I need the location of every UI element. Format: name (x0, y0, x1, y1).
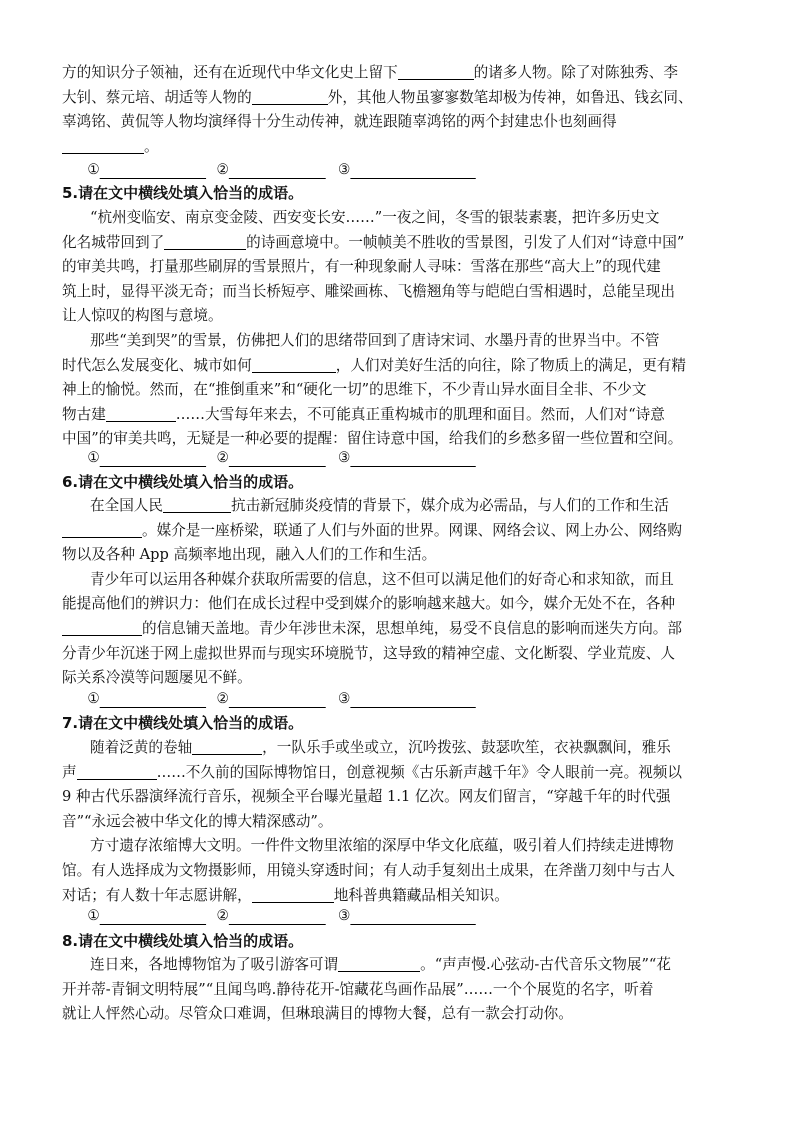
answer-number: ② (216, 449, 229, 466)
fill-in-blank[interactable] (77, 763, 157, 780)
paragraph-line (62, 761, 682, 785)
answer-number: ② (216, 690, 229, 707)
text-run: 筑上时，显得平淡无奇；而当长桥短亭、雕梁画栋、飞檐翘角等与皑皑白雪相遇时，总能呈现出 (62, 282, 675, 300)
paragraph-line (62, 231, 684, 255)
text-run: 物以及各种 App 高频率地出现，融入人们的工作和生活。 (62, 546, 437, 564)
text-run: 馆。有人选择成为文物摄影师，用镜头穿透时间；有人动手复刻出土成果，在斧凿刀刻中与古人 (62, 862, 675, 879)
fill-in-blank[interactable] (252, 356, 336, 373)
answer-row (0, 687, 753, 711)
answer-slot-3 (338, 687, 476, 711)
fill-in-blank[interactable] (106, 405, 176, 422)
text-run: ，一队乐手或坐或立，沉吟拨弦、鼓瑟吹笙，衣袂飘飘间，雅乐 (262, 739, 671, 756)
paragraph-line (62, 110, 617, 134)
question-heading: 5.请在文中横线处填入恰当的成语。 (62, 184, 304, 202)
paragraph-line (62, 1002, 573, 1026)
text-run: ……不久前的国际博物馆日，创意视频《古乐新声越千年》令人眼前一亮。视频以 (156, 763, 682, 781)
text-run: 对话；有人数十年志愿讲解， (62, 886, 252, 904)
text-run: 声 (62, 763, 77, 781)
answer-number: ① (87, 907, 100, 924)
paragraph-line (62, 403, 665, 427)
answer-slot-2 (217, 904, 326, 928)
text-run: 。 (144, 137, 159, 155)
text-run: 抗击新冠肺炎疫情的背景下，媒介成为必需品，与人们的工作和生活 (230, 497, 669, 514)
question-heading: 6.请在文中横线处填入恰当的成语。 (62, 473, 304, 491)
text-run: 中国”的审美共鸣，无疑是一种必要的提醒：留住诗意中国，给我们的乡愁多留一些位置和空间。 (62, 430, 683, 448)
question-heading: 8.请在文中横线处填入恰当的成语。 (62, 932, 304, 950)
answer-number: ② (216, 161, 229, 178)
answer-blank[interactable] (229, 162, 326, 179)
paragraph-line (90, 568, 674, 592)
answer-slot-1 (87, 687, 206, 711)
answer-blank[interactable] (100, 162, 206, 179)
fill-in-blank[interactable] (398, 63, 474, 80)
answer-row (0, 904, 753, 928)
answer-blank[interactable] (229, 450, 326, 467)
text-run: 那些“美到哭”的雪景，仿佛把人们的思绪带回到了唐诗宋词、水墨丹青的世界当中。不管 (90, 332, 660, 349)
paragraph-line (62, 785, 670, 809)
paragraph-line (90, 206, 660, 230)
answer-number: ③ (338, 907, 351, 924)
answer-number: ① (87, 449, 100, 466)
fill-in-blank[interactable] (163, 496, 231, 513)
paragraph-line (62, 86, 693, 110)
answer-number: ① (87, 690, 100, 707)
answer-blank[interactable] (100, 908, 206, 925)
paragraph-line (90, 834, 674, 858)
answer-slot-3 (338, 158, 476, 182)
answer-slot-1 (87, 904, 206, 928)
answer-number: ③ (338, 690, 351, 707)
text-run: 青少年可以运用各种媒介获取所需要的信息，这不但可以满足他们的好奇心和求知欲，而且 (90, 570, 674, 588)
answer-blank[interactable] (229, 691, 326, 708)
paragraph-line (62, 354, 686, 378)
answer-slot-2 (217, 158, 326, 182)
paragraph-line (62, 978, 653, 1002)
text-run: 能提高他们的辨识力：他们在成长过程中受到媒介的影响越来越大。如今，媒介无处不在，各种 (62, 595, 675, 613)
answer-slot-3 (338, 904, 476, 928)
text-run: 。媒介是一座桥梁，联通了人们与外面的世界。网课、网络会议、网上办公、网络购 (142, 521, 682, 539)
text-run: 方的知识分子领袖，还有在近现代中华文化史上留下 (62, 64, 398, 81)
fill-in-blank[interactable] (338, 955, 420, 972)
text-run: 音”“永远会被中华文化的博大精深感动”。 (62, 812, 333, 830)
answer-number: ① (87, 161, 100, 178)
text-run: 地科普典籍藏品相关知识。 (333, 886, 509, 904)
text-run: 际关系冷漠等问题屡见不鲜。 (62, 669, 252, 687)
fill-in-blank[interactable] (62, 137, 144, 154)
text-run: 的诗画意境中。一帧帧美不胜收的雪景图，引发了人们对“诗意中国” (246, 233, 685, 251)
text-run: 9 种古代乐器演绎流行音乐，视频全平台曝光量超 1.1 亿次。网友们留言，“穿越千年的时代强 (62, 788, 671, 806)
paragraph-line (62, 304, 223, 328)
text-run: 连日来，各地博物馆为了吸引游客可谓 (90, 956, 339, 973)
paragraph-line (62, 859, 675, 883)
text-run: 分青少年沉迷于网上虚拟世界而与现实环境脱节，这导致的精神空虚、文化断裂、学业荒废、人 (62, 644, 675, 662)
answer-row (0, 446, 753, 470)
paragraph-line (62, 617, 682, 641)
answer-blank[interactable] (350, 450, 475, 467)
answer-blank[interactable] (350, 691, 475, 708)
answer-slot-3 (338, 446, 476, 470)
answer-blank[interactable] (100, 691, 206, 708)
paragraph-line (62, 378, 646, 402)
paragraph-line (62, 61, 678, 85)
fill-in-blank[interactable] (62, 619, 142, 636)
answer-slot-1 (87, 446, 206, 470)
paragraph-line (90, 736, 671, 760)
fill-in-blank[interactable] (164, 233, 246, 250)
text-run: ，人们对美好生活的向往，除了物质上的满足，更有精 (335, 356, 686, 374)
answer-row (0, 158, 753, 182)
fill-in-blank[interactable] (252, 886, 334, 903)
fill-in-blank[interactable] (252, 88, 328, 105)
paragraph-line (62, 135, 159, 159)
text-run: ……大雪每年来去，不可能真正重构城市的肌理和面目。然而，人们对“诗意 (175, 405, 665, 423)
paragraph-line (62, 255, 661, 279)
text-run: 方寸遗存浓缩博大文明。一件件文物里浓缩的深厚中华文化底蕴，吸引着人们持续走进博物 (90, 837, 674, 855)
answer-blank[interactable] (229, 908, 326, 925)
paragraph-line (62, 280, 675, 304)
text-run: 辜鸿铭、黄侃等人物均演绎得十分生动传神，就连跟随辜鸿铭的两个封建忠仆也刻画得 (62, 113, 617, 131)
answer-slot-2 (217, 446, 326, 470)
paragraph-line (62, 519, 682, 543)
text-run: 。“声声慢.心弦动-古代音乐文物展”“花 (420, 956, 671, 973)
text-run: 随着泛黄的卷轴 (90, 739, 193, 756)
text-run: 神上的愉悦。然而，在“推倒重来”和“硬化一切”的思维下，不少青山异水面目全非、不少文 (62, 381, 647, 399)
text-run: 的审美共鸣，打量那些刷屏的雪景照片，有一种现象耐人寻味：雪落在那些“高大上”的现代建 (62, 258, 661, 276)
text-run: 时代怎么发展变化、城市如何 (62, 356, 252, 374)
answer-slot-2 (217, 687, 326, 711)
fill-in-blank[interactable] (62, 521, 142, 538)
answer-number: ③ (338, 161, 351, 178)
answer-slot-1 (87, 158, 206, 182)
text-run: 开并蒂-青铜文明特展”“且闻鸟鸣.静待花开-馆藏花鸟画作品展”……一个个展览的名字，听着 (62, 980, 654, 998)
answer-blank[interactable] (350, 908, 475, 925)
text-run: 在全国人民 (90, 497, 163, 514)
paragraph-line (62, 642, 675, 666)
question-heading: 7.请在文中横线处填入恰当的成语。 (62, 714, 304, 732)
text-run: 就让人怦然心动。尽管众口难调，但琳琅满目的博物大餐，总有一款会打动你。 (62, 1005, 573, 1023)
paragraph-line (90, 329, 660, 353)
paragraph-line (62, 592, 675, 616)
paragraph-line (62, 810, 332, 834)
answer-number: ③ (338, 449, 351, 466)
text-run: 化名城带回到了 (62, 233, 165, 251)
text-run: 让人惊叹的构图与意境。 (62, 307, 223, 325)
answer-number: ② (216, 907, 229, 924)
paragraph-line (62, 543, 436, 567)
answer-blank[interactable] (100, 450, 206, 467)
text-run: 大钊、蔡元培、胡适等人物的 (62, 88, 252, 106)
text-run: “杭州变临安、南京变金陵、西安变长安……”一夜之间，冬雪的银装素裹，把许多历史文 (90, 209, 660, 226)
paragraph-line (90, 494, 669, 518)
fill-in-blank[interactable] (192, 738, 262, 755)
text-run: 的诸多人物。除了对陈独秀、李 (473, 64, 678, 81)
text-run: 物古建 (62, 405, 106, 423)
text-run: 的信息铺天盖地。青少年涉世未深，思想单纯，易受不良信息的影响而迷失方向。部 (142, 620, 682, 637)
paragraph-line (90, 953, 671, 977)
text-run: 外，其他人物虽寥寥数笔却极为传神，如鲁迅、钱玄同、 (327, 88, 693, 106)
answer-blank[interactable] (350, 162, 475, 179)
